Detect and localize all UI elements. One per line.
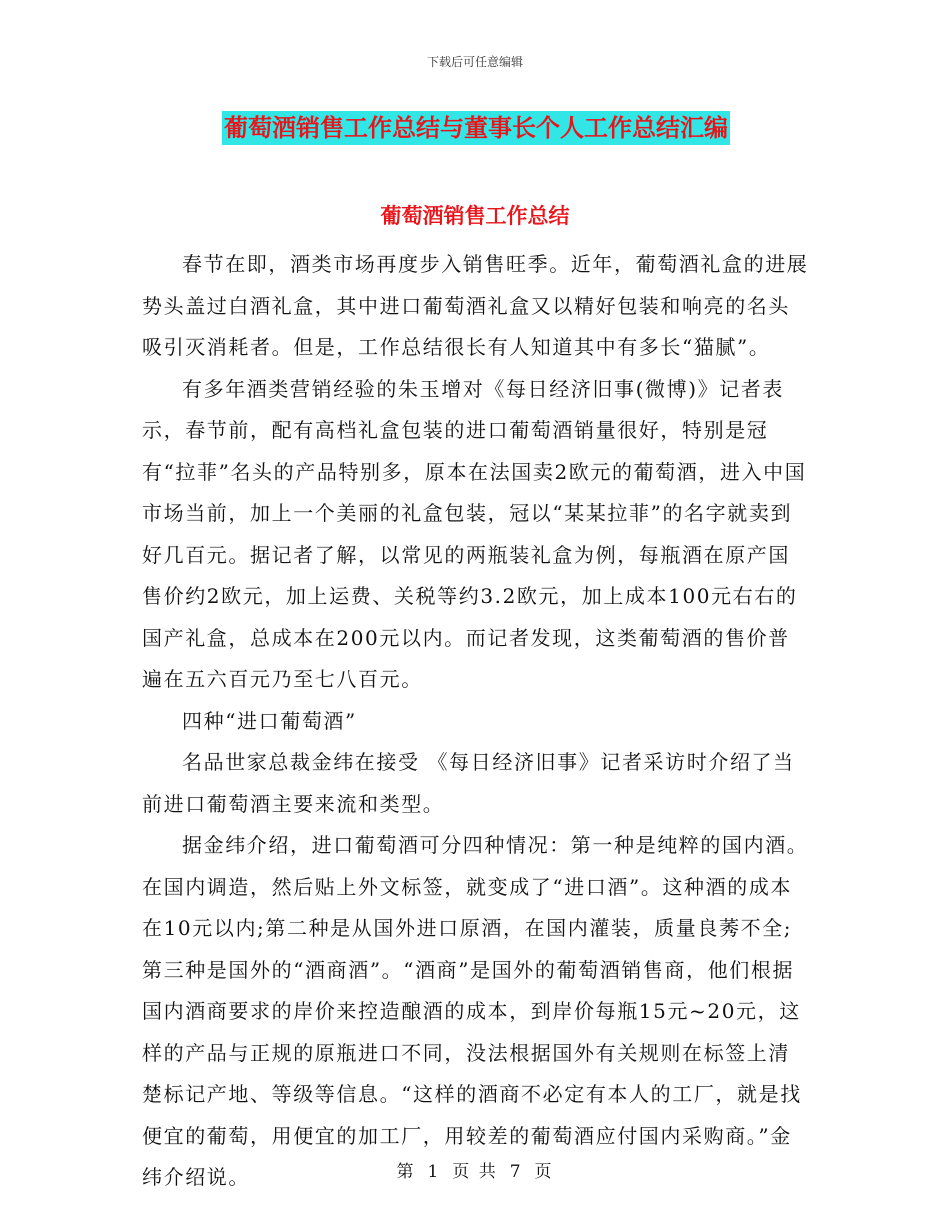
footer-suffix: 页 [534,1162,554,1182]
body-text [142,244,810,1199]
paragraph: 春节在即，酒类市场再度步入销售旺季。近年，葡萄酒礼盒的进展势头盖过白酒礼盒，其中进口葡萄酒礼盒又以精好包装和响亮的名头吸引灭消耗者。但是，工作总结很长有人知道其中有多长“猫腻”。 [142,252,809,359]
total-pages-number: 7 [509,1162,523,1182]
section-title: 葡萄酒销售工作总结 [380,203,570,228]
paragraph: 名品世家总裁金纬在接受 《每日经济旧事》记者采访时介绍了当前进口葡萄酒主要来流和类型。 [142,750,795,816]
page-footer [0,1157,950,1182]
footer-middle: 页 共 [452,1162,498,1182]
subheading-paragraph: 四种“进口葡萄酒” [182,708,357,733]
paragraph: 据金纬介绍，进口葡萄酒可分四种情况：第一种是纯粹的国内酒。在国内调造，然后贴上外文标签，就变成了“进口酒”。这种酒的成本在10元以内;第二种是从国外进口原酒，在国内灌装，质量良莠不全;第三种是国外的“酒商酒”。“酒商”是国外的葡萄酒销售商，他们根据国内酒商要求的岸价来控造酿酒的成本，到岸价每瓶15元~20元，这样的产品与正规的原瓶进口不同，没法根据国外有关规则在标签上清楚标记产地、等级等信息。“这样的酒商不必定有本人的工厂，就是找便宜的葡萄，用便宜的加工厂，用较差的葡萄酒应付国内采购商。”金纬介绍说。 [142,833,809,1189]
document-title: 葡萄酒销售工作总结与董事长个人工作总结汇编 [222,111,730,145]
footer-prefix: 第 [396,1162,416,1182]
paragraph: 有多年酒类营销经验的朱玉增对《每日经济旧事(微博)》记者表示，春节前，配有高档礼盒包装的进口葡萄酒销量很好，特别是冠有“拉菲”名头的产品特别多，原本在法国卖2欧元的葡萄酒，进入中国市场当前，加上一个美丽的礼盒包装，冠以“某某拉菲”的名字就卖到好几百元。据记者了解，以常见的两瓶装礼盒为例，每瓶酒在原产国售价约2欧元，加上运费、关税等约3.2欧元，加上成本100元右右的国产礼盒，总成本在200元以内。而记者发现，这类葡萄酒的售价普遍在五六百元乃至七八百元。 [142,376,807,691]
page-header-note: 下载后可任意编辑 [426,55,523,69]
current-page-number: 1 [427,1162,441,1182]
